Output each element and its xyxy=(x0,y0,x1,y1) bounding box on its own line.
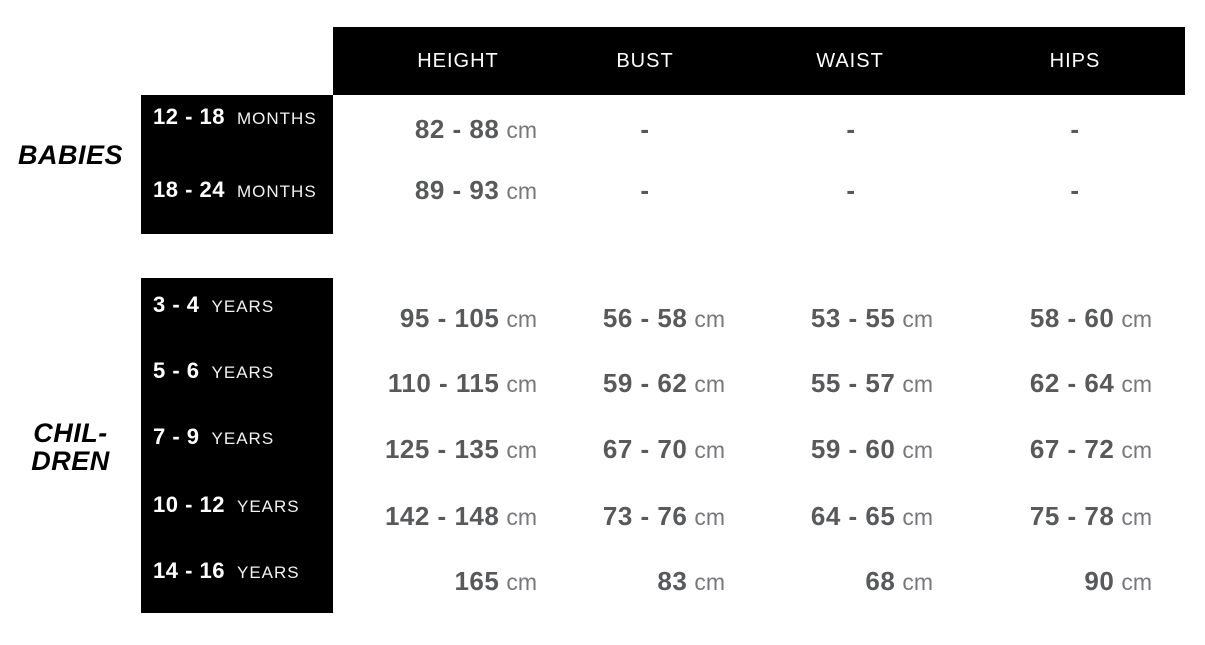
age-unit: MONTHS xyxy=(237,109,317,128)
value-waist-12-18 xyxy=(801,114,901,144)
group-label-children xyxy=(0,419,141,475)
measure-unit: cm xyxy=(694,306,725,332)
measure-unit: cm xyxy=(694,569,725,595)
value-hips-3-4 xyxy=(952,303,1152,333)
measure-unit: cm xyxy=(902,569,933,595)
value-bust-10-12 xyxy=(525,501,725,531)
measure-value: 82 - 88 xyxy=(414,114,500,144)
table-header-bar xyxy=(333,27,1185,95)
value-waist-10-12 xyxy=(733,501,933,531)
value-waist-14-16 xyxy=(733,566,933,596)
group-label-text: BABIES xyxy=(17,140,123,170)
measure-unit: cm xyxy=(506,504,537,530)
measure-unit: cm xyxy=(1121,306,1152,332)
measure-value: 95 - 105 xyxy=(399,303,500,333)
value-hips-14-16 xyxy=(952,566,1152,596)
age-label-7-9-years xyxy=(153,422,329,452)
measure-unit: cm xyxy=(1121,569,1152,595)
measure-value: 89 - 93 xyxy=(414,175,500,205)
measure-value: 90 xyxy=(1084,566,1115,596)
measure-unit: cm xyxy=(694,371,725,397)
measure-value: - xyxy=(1070,175,1080,205)
value-bust-14-16 xyxy=(525,566,725,596)
age-range: 10 - 12 xyxy=(153,492,225,517)
measure-unit: cm xyxy=(902,504,933,530)
age-range: 12 - 18 xyxy=(153,104,225,129)
measure-value: - xyxy=(640,114,650,144)
value-waist-3-4 xyxy=(733,303,933,333)
measure-value: 73 - 76 xyxy=(602,501,688,531)
measure-value: 83 xyxy=(657,566,688,596)
children-age-box xyxy=(141,278,333,613)
measure-value: - xyxy=(1070,114,1080,144)
measure-unit: cm xyxy=(506,371,537,397)
measure-value: - xyxy=(846,175,856,205)
measure-unit: cm xyxy=(1121,437,1152,463)
measure-value: 59 - 60 xyxy=(810,434,896,464)
value-height-3-4 xyxy=(337,303,537,333)
age-label-5-6-years xyxy=(153,356,329,386)
value-hips-10-12 xyxy=(952,501,1152,531)
value-waist-18-24 xyxy=(801,175,901,205)
age-range: 14 - 16 xyxy=(153,558,225,583)
measure-value: 58 - 60 xyxy=(1029,303,1115,333)
column-header-bust: BUST xyxy=(616,49,674,72)
measure-unit: cm xyxy=(1121,371,1152,397)
value-bust-7-9 xyxy=(525,434,725,464)
value-waist-7-9 xyxy=(733,434,933,464)
age-range: 18 - 24 xyxy=(153,177,225,202)
measure-value: 165 xyxy=(454,566,500,596)
measure-value: 75 - 78 xyxy=(1029,501,1115,531)
age-unit: YEARS xyxy=(237,563,300,582)
value-height-18-24 xyxy=(337,175,537,205)
value-height-12-18 xyxy=(337,114,537,144)
measure-value: 56 - 58 xyxy=(602,303,688,333)
measure-unit: cm xyxy=(506,178,537,204)
age-unit: YEARS xyxy=(211,363,275,382)
value-hips-5-6 xyxy=(952,368,1152,398)
column-header-waist: WAIST xyxy=(816,49,884,72)
value-hips-12-18 xyxy=(1025,114,1125,144)
measure-value: 125 - 135 xyxy=(384,434,500,464)
measure-unit: cm xyxy=(506,117,537,143)
group-label-text-line2: DREN xyxy=(31,446,110,476)
value-bust-5-6 xyxy=(525,368,725,398)
measure-value: 59 - 62 xyxy=(602,368,688,398)
age-unit: MONTHS xyxy=(237,182,317,201)
age-range: 5 - 6 xyxy=(153,358,200,383)
age-range: 7 - 9 xyxy=(153,424,200,449)
value-height-14-16 xyxy=(337,566,537,596)
value-waist-5-6 xyxy=(733,368,933,398)
babies-age-box xyxy=(141,95,333,234)
value-hips-18-24 xyxy=(1025,175,1125,205)
measure-unit: cm xyxy=(506,306,537,332)
measure-value: 110 - 115 xyxy=(387,368,500,398)
measure-unit: cm xyxy=(902,437,933,463)
measure-value: 68 xyxy=(865,566,896,596)
measure-value: - xyxy=(640,175,650,205)
measure-unit: cm xyxy=(506,437,537,463)
age-unit: YEARS xyxy=(211,297,275,316)
measure-value: 53 - 55 xyxy=(810,303,896,333)
measure-value: 67 - 72 xyxy=(1029,434,1115,464)
value-bust-3-4 xyxy=(525,303,725,333)
measure-unit: cm xyxy=(902,371,933,397)
age-label-14-16-years xyxy=(153,556,329,586)
value-height-7-9 xyxy=(337,434,537,464)
measure-value: 67 - 70 xyxy=(602,434,688,464)
measure-value: 64 - 65 xyxy=(810,501,896,531)
value-hips-7-9 xyxy=(952,434,1152,464)
measure-unit: cm xyxy=(1121,504,1152,530)
group-label-babies xyxy=(0,141,141,169)
age-label-12-18-months xyxy=(153,102,329,132)
measure-value: - xyxy=(846,114,856,144)
value-bust-18-24 xyxy=(595,175,695,205)
column-header-height: HEIGHT xyxy=(417,49,499,72)
age-unit: YEARS xyxy=(211,429,275,448)
age-unit: YEARS xyxy=(237,497,300,516)
age-range: 3 - 4 xyxy=(153,292,200,317)
value-height-10-12 xyxy=(337,501,537,531)
column-header-hips: HIPS xyxy=(1049,49,1101,72)
measure-value: 62 - 64 xyxy=(1029,368,1115,398)
measure-unit: cm xyxy=(694,504,725,530)
age-label-10-12-years xyxy=(153,490,329,520)
measure-value: 142 - 148 xyxy=(384,501,500,531)
measure-unit: cm xyxy=(506,569,537,595)
group-label-text-line1: CHIL- xyxy=(33,418,108,448)
value-height-5-6 xyxy=(337,368,537,398)
value-bust-12-18 xyxy=(595,114,695,144)
age-label-18-24-months xyxy=(153,175,329,205)
measure-unit: cm xyxy=(902,306,933,332)
age-label-3-4-years xyxy=(153,290,329,320)
measure-unit: cm xyxy=(694,437,725,463)
measure-value: 55 - 57 xyxy=(810,368,896,398)
